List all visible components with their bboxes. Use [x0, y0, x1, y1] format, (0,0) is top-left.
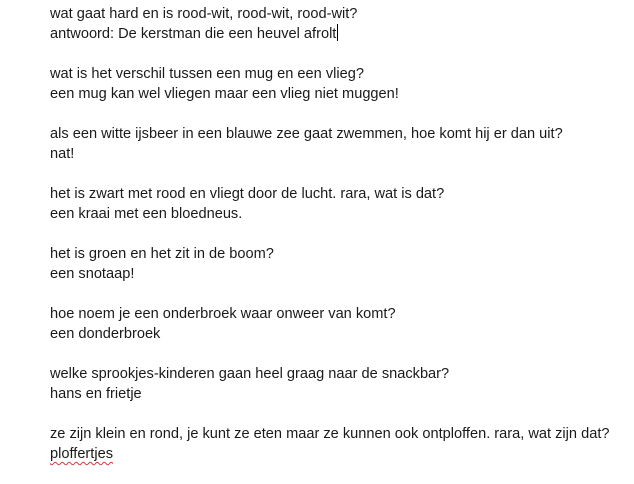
joke-answer[interactable] — [50, 444, 630, 464]
joke-question[interactable]: welke sprookjes-kinderen gaan heel graag naar de snackbar? — [50, 366, 450, 382]
spelling-error-word[interactable]: ploffertjes — [50, 446, 114, 462]
joke-question[interactable]: wat gaat hard en is rood-wit, rood-wit, rood-wit? — [50, 6, 358, 22]
joke-question[interactable]: het is groen en het zit in de boom? — [50, 246, 274, 262]
joke-answer[interactable] — [50, 24, 630, 44]
joke-question[interactable]: als een witte ijsbeer in een blauwe zee gaat zwemmen, hoe komt hij er dan uit? — [50, 126, 563, 142]
joke-7 — [50, 364, 630, 404]
joke-question[interactable]: ze zijn klein en rond, je kunt ze eten maar ze kunnen ook ontploffen. rara, wat zijn dat? — [50, 426, 610, 442]
joke-6 — [50, 304, 630, 344]
joke-answer[interactable]: een donderbroek — [50, 326, 161, 342]
text-cursor — [337, 24, 338, 41]
joke-1 — [50, 4, 630, 44]
joke-8 — [50, 424, 630, 464]
document-body[interactable] — [50, 4, 630, 484]
joke-answer[interactable]: een snotaap! — [50, 266, 135, 282]
joke-answer[interactable]: nat! — [50, 146, 75, 162]
joke-question[interactable]: het is zwart met rood en vliegt door de lucht. rara, wat is dat? — [50, 186, 445, 202]
joke-answer[interactable]: een kraai met een bloedneus. — [50, 206, 243, 222]
joke-3 — [50, 124, 630, 164]
joke-answer[interactable]: hans en frietje — [50, 386, 142, 402]
joke-question[interactable]: wat is het verschil tussen een mug en een vlieg? — [50, 66, 364, 82]
joke-4 — [50, 184, 630, 224]
joke-answer[interactable]: een mug kan wel vliegen maar een vlieg niet muggen! — [50, 86, 399, 102]
joke-question[interactable]: hoe noem je een onderbroek waar onweer van komt? — [50, 306, 396, 322]
joke-5 — [50, 244, 630, 284]
joke-2 — [50, 64, 630, 104]
joke-answer-text: antwoord: De kerstman die een heuvel afrolt — [50, 26, 337, 42]
